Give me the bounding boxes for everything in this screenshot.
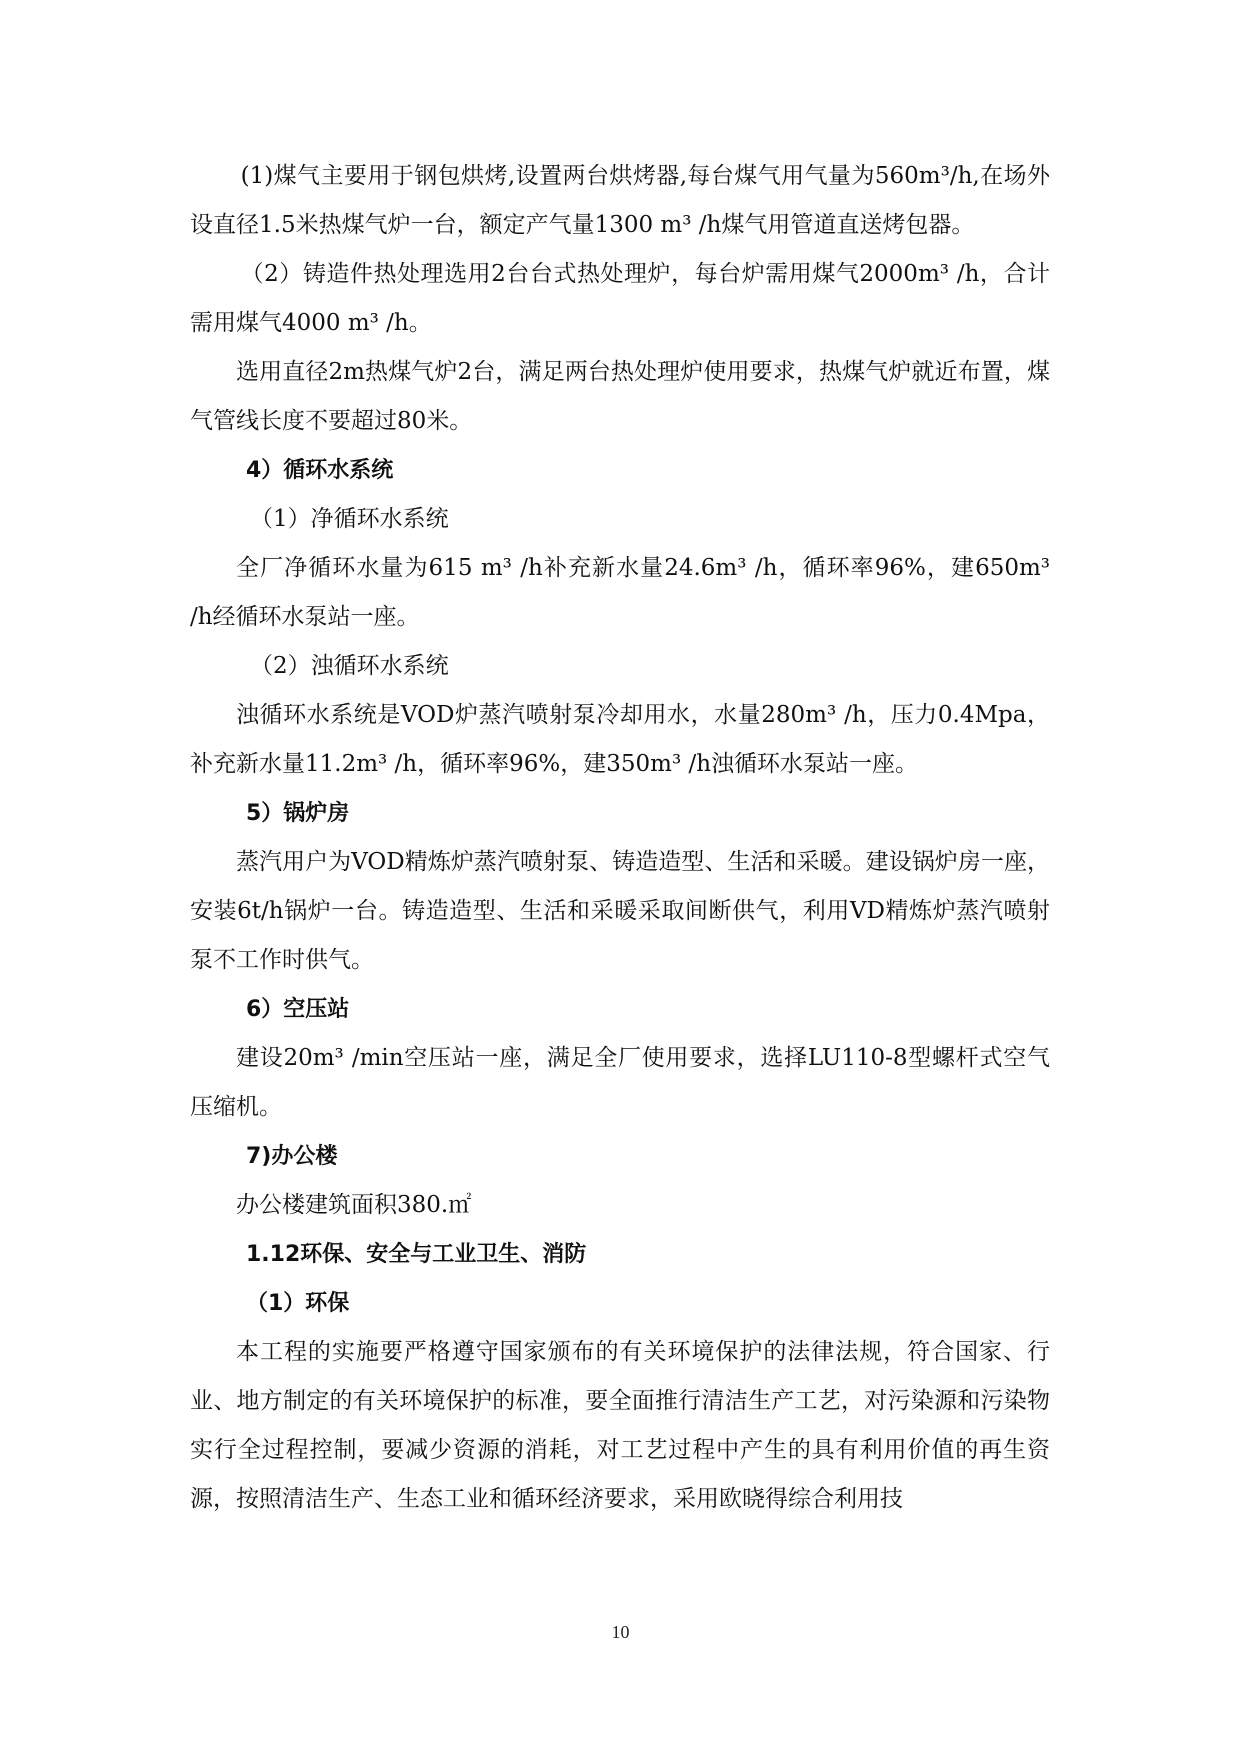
paragraph-environment: 本工程的实施要严格遵守国家颁布的有关环境保护的法律法规，符合国家、行业、地方制定的有关环境保护的标准，要全面推行清洁生产工艺，对污染源和污染物实行全过程控制，要减少资源的消耗，对工艺过程中产生的具有利用价值的再生资源，按照清洁生产、生态工业和循环经济要求，采用欧晓得综合利用技 [190, 1339, 1050, 1512]
heading-office-building: 7)办公楼 [246, 1144, 338, 1169]
paragraph-boiler-room: 蒸汽用户为VOD精炼炉蒸汽喷射泵、铸造造型、生活和采暖。建设锅炉房一座，安装6t/h锅炉一台。铸造造型、生活和采暖采取间断供气，利用VD精炼炉蒸汽喷射泵不工作时供气。 [190, 849, 1050, 973]
paragraph-gas-ladle: (1)煤气主要用于钢包烘烤,设置两台烘烤器,每台煤气用气量为560m³/h,在场外设直径1.5米热煤气炉一台，额定产气量1300 m³ /h煤气用管道直送烤包器。 [190, 163, 1050, 238]
document-body [190, 152, 1050, 1524]
paragraph-air-compressor: 建设20m³ /min空压站一座，满足全厂使用要求，选择LU110-8型螺杆式空气压缩机。 [190, 1045, 1050, 1120]
page-number: 10 [611, 1622, 630, 1642]
paragraph-clean-water: 全厂净循环水量为615 m³ /h补充新水量24.6m³ /h，循环率96%，建650m³ /h经循环水泵站一座。 [190, 555, 1050, 630]
subheading-turbid-water: （2）浊循环水系统 [250, 653, 449, 679]
paragraph-gas-furnace: 选用直径2m热煤气炉2台，满足两台热处理炉使用要求，热煤气炉就近布置，煤气管线长度不要超过80米。 [190, 359, 1050, 434]
heading-boiler-room: 5）锅炉房 [246, 801, 350, 826]
paragraph-office-building: 办公楼建筑面积380.㎡ [236, 1192, 472, 1218]
heading-air-compressor: 6）空压站 [246, 997, 350, 1022]
heading-environment: （1）环保 [246, 1291, 350, 1316]
heading-circulating-water: 4）循环水系统 [246, 458, 394, 483]
paragraph-heat-treatment: （2）铸造件热处理选用2台台式热处理炉，每台炉需用煤气2000m³ /h，合计需用煤气4000 m³ /h。 [190, 261, 1050, 336]
subheading-clean-water: （1）净循环水系统 [250, 506, 449, 532]
paragraph-turbid-water: 浊循环水系统是VOD炉蒸汽喷射泵冷却用水，水量280m³ /h，压力0.4Mpa，补充新水量11.2m³ /h，循环率96%，建350m³ /h浊循环水泵站一座。 [190, 702, 1050, 777]
heading-environment-safety: 1.12环保、安全与工业卫生、消防 [246, 1242, 587, 1267]
